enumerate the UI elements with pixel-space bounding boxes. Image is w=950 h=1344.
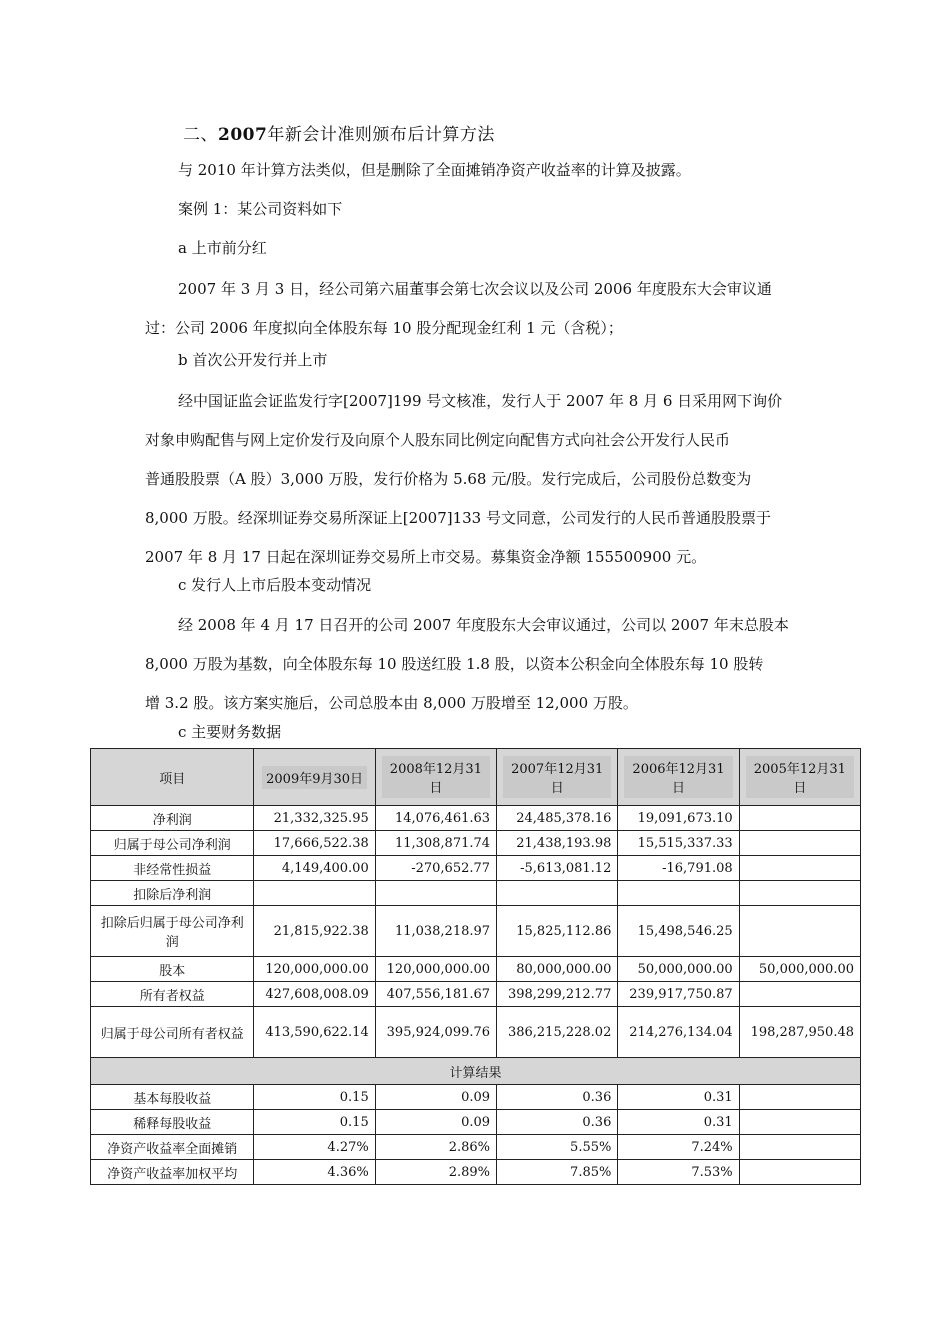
row-label: 扣除后净利润 — [91, 881, 254, 906]
table-row — [91, 881, 861, 906]
table-cell: 398,299,212.77 — [497, 982, 618, 1007]
table-cell — [739, 1135, 860, 1160]
table-cell: 407,556,181.67 — [375, 982, 496, 1007]
table-row — [91, 806, 861, 831]
table-cell: 80,000,000.00 — [497, 957, 618, 982]
header-date: 2006年12月31日 — [624, 756, 732, 798]
table-cell: 120,000,000.00 — [375, 957, 496, 982]
table-cell: 413,590,622.14 — [254, 1007, 375, 1058]
table-cell: 2.89% — [375, 1160, 496, 1185]
section-row — [91, 1058, 861, 1085]
header-date: 2008年12月31日 — [382, 756, 490, 798]
row-label: 股本 — [91, 957, 254, 982]
header-date: 2009年9月30日 — [262, 766, 367, 789]
table-cell: -16,791.08 — [618, 856, 739, 881]
table-cell: 0.15 — [254, 1110, 375, 1135]
paragraph-line: 普通股股票（A 股）3,000 万股，发行价格为 5.68 元/股。发行完成后，公司股份总数变为 — [145, 470, 752, 488]
table-cell: 120,000,000.00 — [254, 957, 375, 982]
table-row — [91, 856, 861, 881]
table-cell: 239,917,750.87 — [618, 982, 739, 1007]
section-heading — [183, 120, 495, 145]
table-row — [91, 957, 861, 982]
table-cell — [739, 1110, 860, 1135]
table-cell — [739, 1160, 860, 1185]
paragraph-line: 增 3.2 股。该方案实施后，公司总股本由 8,000 万股增至 12,000 万股。 — [145, 694, 638, 712]
table-cell — [497, 881, 618, 906]
table-cell: 386,215,228.02 — [497, 1007, 618, 1058]
section-b-paragraph — [145, 382, 815, 577]
table-cell: 7.24% — [618, 1135, 739, 1160]
table-cell — [739, 806, 860, 831]
section-c-paragraph — [145, 606, 815, 723]
table-cell: 11,038,218.97 — [375, 906, 496, 957]
row-label: 归属于母公司净利润 — [91, 831, 254, 856]
column-header — [739, 749, 860, 806]
table-cell: 0.09 — [375, 1085, 496, 1110]
heading-prefix: 二、 — [183, 125, 218, 145]
table-cell: 214,276,134.04 — [618, 1007, 739, 1058]
header-date: 2005年12月31日 — [746, 756, 854, 798]
table-cell: 0.36 — [497, 1085, 618, 1110]
table-cell: 4.36% — [254, 1160, 375, 1185]
table-row — [91, 1135, 861, 1160]
paragraph-line: 8,000 万股。经深圳证券交易所深证上[2007]133 号文同意，公司发行的人民币普通股股票于 — [145, 509, 771, 527]
financial-data-table — [90, 748, 861, 1185]
row-label: 基本每股收益 — [91, 1085, 254, 1110]
column-header — [618, 749, 739, 806]
section-a-paragraph — [145, 270, 815, 348]
column-header — [254, 749, 375, 806]
table-cell — [739, 1085, 860, 1110]
row-label: 净资产收益率全面摊销 — [91, 1135, 254, 1160]
table-cell: 2.86% — [375, 1135, 496, 1160]
row-label: 净利润 — [91, 806, 254, 831]
column-header — [375, 749, 496, 806]
table-cell: -270,652.77 — [375, 856, 496, 881]
heading-year: 2007 — [218, 125, 268, 145]
intro-paragraph: 与 2010 年计算方法类似，但是删除了全面摊销净资产收益率的计算及披露。 — [178, 161, 691, 179]
table-cell: 50,000,000.00 — [618, 957, 739, 982]
table-cell: 0.36 — [497, 1110, 618, 1135]
calc-results-label: 计算结果 — [91, 1058, 861, 1085]
paragraph-line: 2007 年 8 月 17 日起在深圳证券交易所上市交易。募集资金净额 155500900 元。 — [145, 548, 707, 566]
table-cell: 15,498,546.25 — [618, 906, 739, 957]
table-row — [91, 1160, 861, 1185]
table-cell — [618, 881, 739, 906]
table-cell — [254, 881, 375, 906]
row-label: 非经常性损益 — [91, 856, 254, 881]
table-cell: 21,438,193.98 — [497, 831, 618, 856]
table-cell — [739, 906, 860, 957]
table-cell: 0.09 — [375, 1110, 496, 1135]
table-header-row — [91, 749, 861, 806]
table-cell: 0.31 — [618, 1085, 739, 1110]
table-cell — [739, 831, 860, 856]
table-cell: 0.15 — [254, 1085, 375, 1110]
table-cell: 4.27% — [254, 1135, 375, 1160]
section-b-title: b 首次公开发行并上市 — [178, 351, 328, 369]
table-cell — [739, 881, 860, 906]
table-row — [91, 1110, 861, 1135]
table-cell: 4,149,400.00 — [254, 856, 375, 881]
row-label: 稀释每股收益 — [91, 1110, 254, 1135]
table-row — [91, 1007, 861, 1058]
section-d-title: c 主要财务数据 — [178, 723, 282, 741]
table-row — [91, 906, 861, 957]
table-cell — [739, 856, 860, 881]
row-label: 净资产收益率加权平均 — [91, 1160, 254, 1185]
paragraph-line: 8,000 万股为基数，向全体股东每 10 股送红股 1.8 股，以资本公积金向全体股东每 10 股转 — [145, 655, 764, 673]
table-row — [91, 831, 861, 856]
table-cell: 17,666,522.38 — [254, 831, 375, 856]
table-cell: 198,287,950.48 — [739, 1007, 860, 1058]
paragraph-line: 经中国证监会证监发行字[2007]199 号文核准，发行人于 2007 年 8 月 6 日采用网下询价 — [178, 392, 783, 410]
table-cell: 7.53% — [618, 1160, 739, 1185]
paragraph-line: 2007 年 3 月 3 日，经公司第六届董事会第七次会议以及公司 2006 年度股东大会审议通 — [178, 280, 772, 298]
row-label: 所有者权益 — [91, 982, 254, 1007]
header-date: 2007年12月31日 — [503, 756, 611, 798]
table-row — [91, 1085, 861, 1110]
table-cell: 427,608,008.09 — [254, 982, 375, 1007]
column-header: 项目 — [91, 749, 254, 806]
row-label: 扣除后归属于母公司净利润 — [91, 906, 254, 957]
table-cell — [739, 982, 860, 1007]
table-cell: 15,825,112.86 — [497, 906, 618, 957]
table-cell: 5.55% — [497, 1135, 618, 1160]
table-cell: 19,091,673.10 — [618, 806, 739, 831]
table-cell: -5,613,081.12 — [497, 856, 618, 881]
table-cell: 21,332,325.95 — [254, 806, 375, 831]
table-cell: 15,515,337.33 — [618, 831, 739, 856]
table-cell: 0.31 — [618, 1110, 739, 1135]
section-a-title: a 上市前分红 — [178, 239, 267, 257]
heading-rest: 年新会计准则颁布后计算方法 — [267, 125, 495, 145]
table-cell: 24,485,378.16 — [497, 806, 618, 831]
table-cell: 7.85% — [497, 1160, 618, 1185]
paragraph-line: 过：公司 2006 年度拟向全体股东每 10 股分配现金红利 1 元（含税）； — [145, 319, 623, 337]
column-header — [497, 749, 618, 806]
row-label: 归属于母公司所有者权益 — [91, 1007, 254, 1058]
table-row — [91, 982, 861, 1007]
table-cell: 14,076,461.63 — [375, 806, 496, 831]
paragraph-line: 经 2008 年 4 月 17 日召开的公司 2007 年度股东大会审议通过，公司以 2007 年末总股本 — [178, 616, 789, 634]
section-c-title: c 发行人上市后股本变动情况 — [178, 576, 372, 594]
table-cell — [375, 881, 496, 906]
case-title: 案例 1：某公司资料如下 — [178, 200, 343, 218]
table-cell: 395,924,099.76 — [375, 1007, 496, 1058]
table-cell: 11,308,871.74 — [375, 831, 496, 856]
table-cell: 21,815,922.38 — [254, 906, 375, 957]
table-cell: 50,000,000.00 — [739, 957, 860, 982]
paragraph-line: 对象申购配售与网上定价发行及向原个人股东同比例定向配售方式向社会公开发行人民币 — [145, 431, 731, 449]
